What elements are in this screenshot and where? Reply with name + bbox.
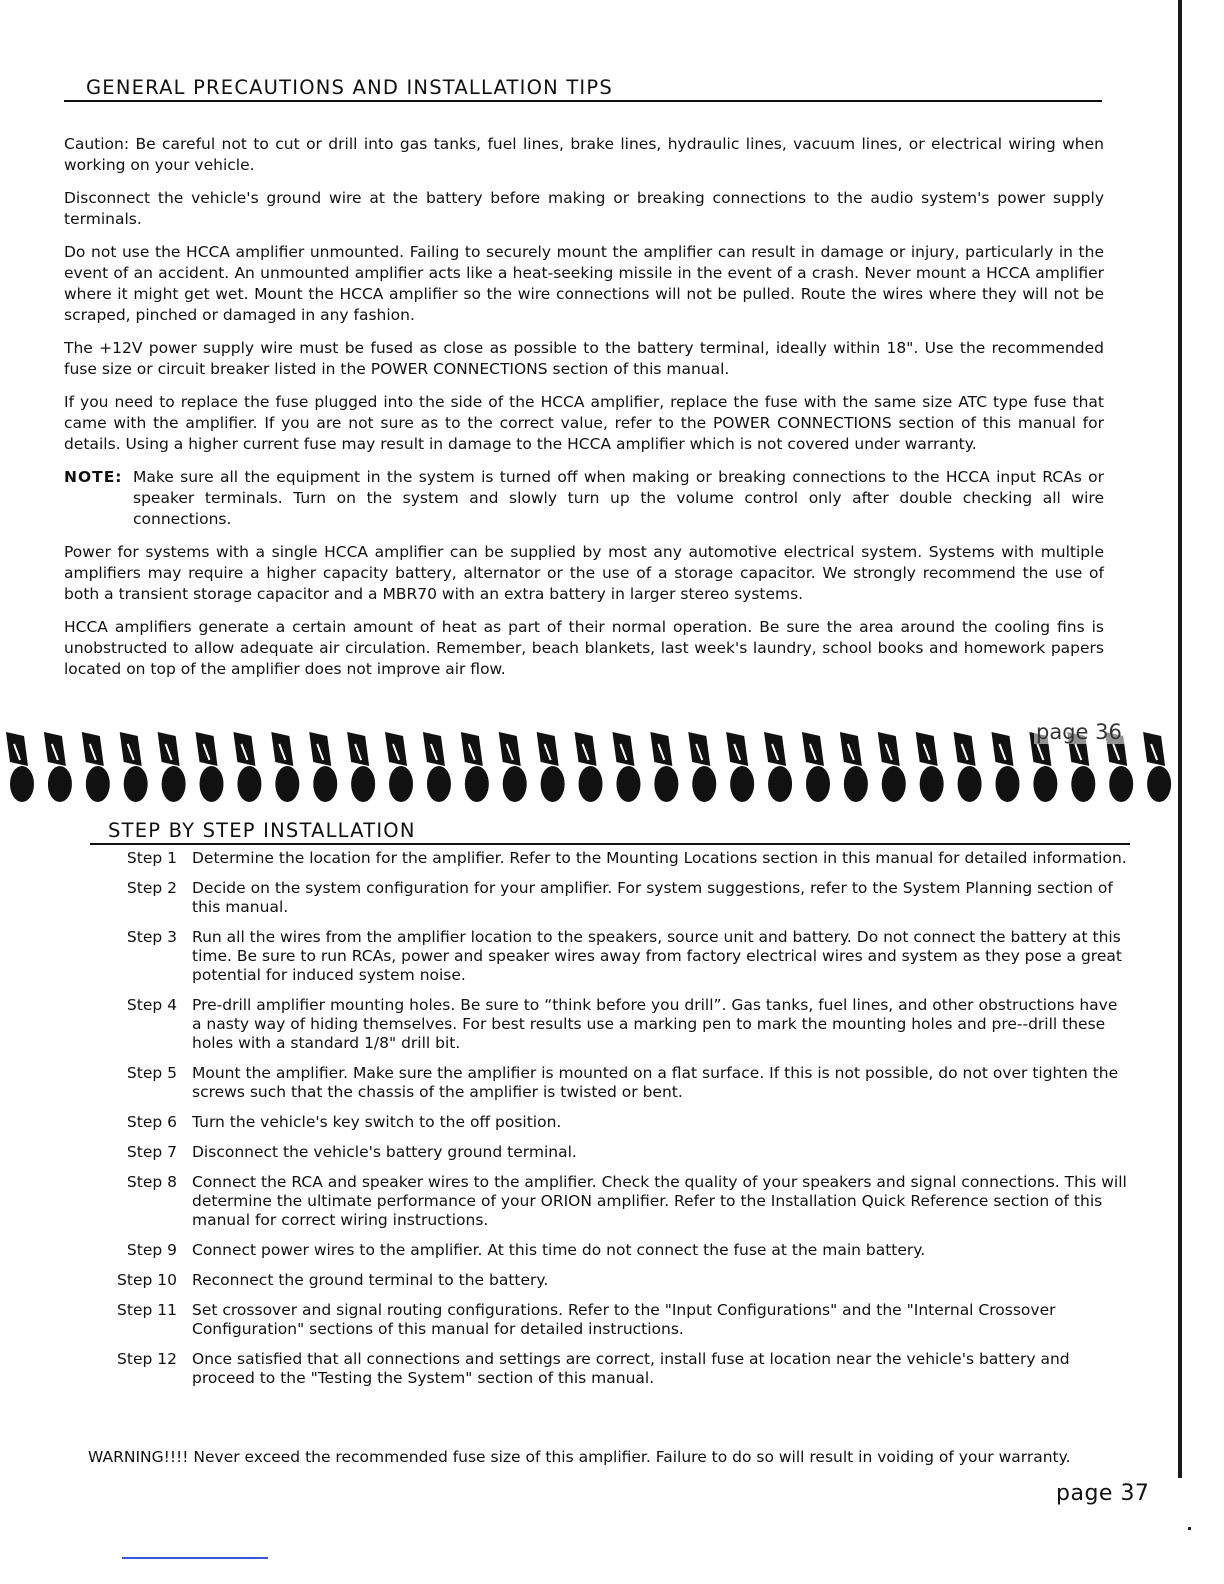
step-label: Step 3 bbox=[126, 928, 177, 946]
step-label: Step 5 bbox=[126, 1064, 177, 1082]
step-text: Once satisfied that all connections and settings are correct, install fuse at location near the vehicle's battery and proceed to the "Testing the System" section of this manual. bbox=[192, 1350, 1070, 1387]
page-number: page 37 bbox=[1056, 1481, 1150, 1506]
step-label: Step 10 bbox=[117, 1271, 177, 1289]
step-label: Step 4 bbox=[126, 996, 177, 1014]
step-label: Step 12 bbox=[117, 1350, 177, 1368]
step-text: Decide on the system configuration for your amplifier. For system suggestions, refer to the System Planning section of this manual. bbox=[192, 879, 1113, 916]
step-text: Run all the wires from the amplifier location to the speakers, source unit and battery. Do not connect the battery at this time. Be sure to run RCAs, power and speaker wires away from factory electrical wires and system as they pose a great potential for induced system noise. bbox=[192, 928, 1122, 984]
step-item bbox=[100, 1271, 1130, 1290]
binding-coil bbox=[423, 732, 451, 802]
binding-coil bbox=[916, 732, 944, 802]
caution-paragraph: Caution: Be careful not to cut or drill into gas tanks, fuel lines, brake lines, hydraulic lines, vacuum lines, or electrical wiring when working on your vehicle. bbox=[64, 135, 1104, 174]
binding-coil bbox=[840, 732, 868, 802]
step-item bbox=[100, 1113, 1130, 1132]
binding-coil bbox=[764, 732, 792, 802]
note-text: Make sure all the equipment in the system is turned off when making or breaking connections to the HCCA input RCAs or speaker terminals. Turn on the system and slowly turn up the volume control only after double checking all wire connections. bbox=[133, 468, 1104, 528]
mounting-paragraph: Do not use the HCCA amplifier unmounted. Failing to securely mount the amplifier can result in damage or injury, particularly in the event of an accident. An unmounted amplifier acts like a heat-seeking missile in the event of a crash. Never mount a HCCA amplifier where it might get wet. Mount the HCCA amplifier so the wire connections will not be pulled. Route the wires where they will not be scraped, pinched or damaged in any fashion. bbox=[64, 243, 1104, 324]
note-label: NOTE: bbox=[64, 468, 123, 486]
binding-coil bbox=[82, 732, 110, 802]
step-item bbox=[100, 879, 1130, 917]
disconnect-paragraph: Disconnect the vehicle's ground wire at the battery before making or breaking connections to the audio system's power supply terminals. bbox=[64, 189, 1104, 228]
binding-coil bbox=[385, 732, 413, 802]
note-block bbox=[64, 467, 1104, 530]
step-text: Reconnect the ground terminal to the battery. bbox=[192, 1271, 549, 1289]
binding-coil bbox=[196, 732, 224, 802]
step-label: Step 7 bbox=[126, 1143, 177, 1161]
binding-coil bbox=[612, 732, 640, 802]
step-item bbox=[100, 1173, 1130, 1230]
scan-edge-mark bbox=[1188, 1527, 1191, 1530]
warning-text: WARNING!!!! Never exceed the recommended fuse size of this amplifier. Failure to do so will result in voiding of your warranty. bbox=[88, 1448, 1071, 1466]
precautions-section bbox=[64, 134, 1104, 692]
step-text: Determine the location for the amplifier. Refer to the Mounting Locations section in this manual for detailed information. bbox=[192, 849, 1127, 867]
binding-coil bbox=[271, 732, 299, 802]
page-title: GENERAL PRECAUTIONS AND INSTALLATION TIPS bbox=[64, 76, 1102, 102]
binding-coil bbox=[120, 732, 148, 802]
step-label: Step 11 bbox=[117, 1301, 177, 1319]
binding-coil bbox=[461, 732, 489, 802]
step-item bbox=[100, 1064, 1130, 1102]
step-item bbox=[100, 928, 1130, 985]
binding-coil bbox=[537, 732, 565, 802]
binding-coil bbox=[954, 732, 982, 802]
fuse-replace-paragraph: If you need to replace the fuse plugged into the side of the HCCA amplifier, replace the fuse with the same size ATC type fuse that came with the amplifier. If you are not sure as to the correct value, refer to the POWER CONNECTIONS section of this manual for details. Using a higher current fuse may result in damage to the HCCA amplifier which is not covered under warranty. bbox=[64, 393, 1104, 453]
step-item bbox=[100, 996, 1130, 1053]
step-text: Turn the vehicle's key switch to the off position. bbox=[192, 1113, 562, 1131]
binding-coil bbox=[688, 732, 716, 802]
binding-coil bbox=[802, 732, 830, 802]
binding-coil bbox=[44, 732, 72, 802]
binding-coil bbox=[309, 732, 337, 802]
bottom-rule bbox=[122, 1557, 268, 1559]
scan-edge-line bbox=[1178, 0, 1182, 1478]
step-label: Step 2 bbox=[126, 879, 177, 897]
step-text: Mount the amplifier. Make sure the amplifier is mounted on a flat surface. If this is not possible, do not over tighten the screws such that the chassis of the amplifier is twisted or bent. bbox=[192, 1064, 1119, 1101]
step-item bbox=[100, 849, 1130, 868]
binding-coil bbox=[158, 732, 186, 802]
binding-coil bbox=[726, 732, 754, 802]
binding-coil bbox=[499, 732, 527, 802]
spiral-binding bbox=[0, 722, 1175, 806]
step-item bbox=[100, 1301, 1130, 1339]
binding-coil bbox=[347, 732, 375, 802]
binding-coil bbox=[575, 732, 603, 802]
fuse-power-paragraph: The +12V power supply wire must be fused as close as possible to the battery terminal, ideally within 18". Use the recommended fuse size or circuit breaker listed in the POWER CONNECTIONS section of this manual. bbox=[64, 339, 1104, 378]
power-systems-paragraph: Power for systems with a single HCCA amplifier can be supplied by most any automotive electrical system. Systems with multiple amplifiers may require a higher capacity battery, alternator or the use of a storage capacitor. We strongly recommend the use of both a transient storage capacitor and a MBR70 with an extra battery in larger stereo systems. bbox=[64, 543, 1104, 603]
step-label: Step 1 bbox=[126, 849, 177, 867]
step-label: Step 9 bbox=[126, 1241, 177, 1259]
installation-title: STEP BY STEP INSTALLATION bbox=[90, 819, 1130, 845]
binding-coil bbox=[878, 732, 906, 802]
step-item bbox=[100, 1350, 1130, 1388]
step-item bbox=[100, 1241, 1130, 1260]
binding-coil bbox=[233, 732, 261, 802]
step-text: Pre-drill amplifier mounting holes. Be sure to “think before you drill”. Gas tanks, fuel lines, and other obstructions have a nasty way of hiding themselves. For best results use a marking pen to mark the mounting holes and pre--drill these holes with a standard 1/8" drill bit. bbox=[192, 996, 1118, 1052]
step-label: Step 8 bbox=[126, 1173, 177, 1191]
step-text: Disconnect the vehicle's battery ground terminal. bbox=[192, 1143, 577, 1161]
binding-coil bbox=[1143, 732, 1171, 802]
binding-coil bbox=[991, 732, 1019, 802]
step-text: Set crossover and signal routing configurations. Refer to the "Input Configurations" and the "Internal Crossover Configuration" sections of this manual for detailed instructions. bbox=[192, 1301, 1056, 1338]
heat-paragraph: HCCA amplifiers generate a certain amount of heat as part of their normal operation. Be sure the area around the cooling fins is unobstructed to allow adequate air circulation. Remember, beach blankets, last week's laundry, school books and homework papers located on top of the amplifier does not improve air flow. bbox=[64, 618, 1104, 678]
binding-coil bbox=[650, 732, 678, 802]
binding-coil bbox=[6, 732, 34, 802]
step-text: Connect the RCA and speaker wires to the amplifier. Check the quality of your speakers and signal connections. This will determine the ultimate performance of your ORION amplifier. Refer to the Installation Quick Reference section of this manual for correct wiring instructions. bbox=[192, 1173, 1127, 1229]
step-label: Step 6 bbox=[126, 1113, 177, 1131]
step-text: Connect power wires to the amplifier. At this time do not connect the fuse at the main battery. bbox=[192, 1241, 926, 1259]
previous-page-number: page 36 bbox=[1036, 720, 1122, 744]
installation-steps bbox=[100, 849, 1130, 1399]
step-item bbox=[100, 1143, 1130, 1162]
